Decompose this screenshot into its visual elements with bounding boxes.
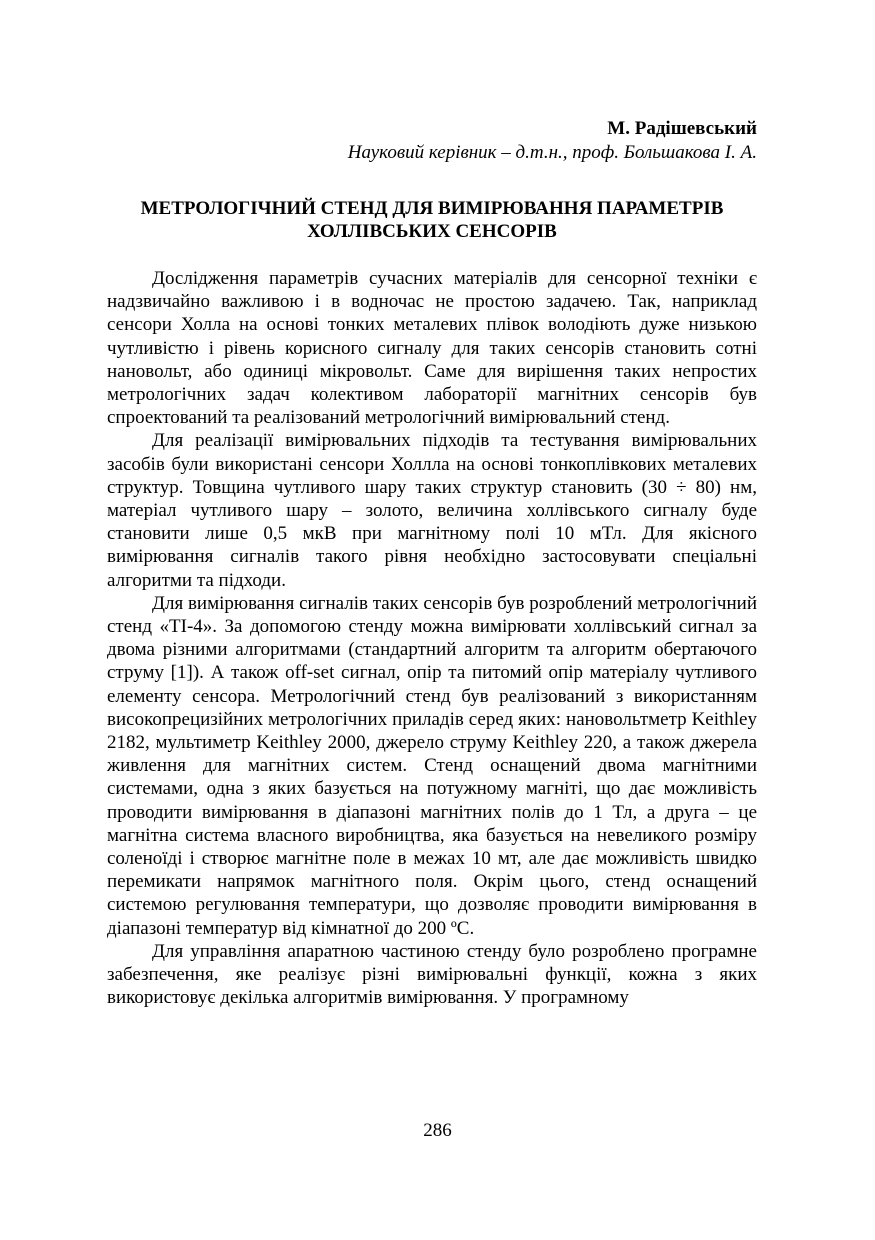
paragraph: Для вимірювання сигналів таких сенсорів був розроблений метрологічний стенд «ТІ-4». За допомогою стенду можна вимірювати холлівський сигнал за двома різними алгоритмами (стандартний алгоритм та алгоритм обертаючого струму [1]). А також off-set сигнал, опір та питомий опір матеріалу чутливого елементу сенсора. Метрологічний стенд був реалізований з використанням високопрецизійних метрологічних приладів серед яких: нановольтметр Keithley 2182, мультиметр Keithley 2000, джерело струму Keithley 220, а також джерела живлення для магнітних систем. Стенд оснащений двома магнітними системами, одна з яких базується на потужному магніті, що дає можливість проводити вимірювання в діапазоні магнітних полів до 1 Тл, а друга – це магнітна система власного виробництва, яка базується на невеликого розміру соленоїді і створює магнітне поле в межах 10 мт, але дає можливість швидко перемикати напрямок магнітного поля. Окрім цього, стенд оснащений системою регулювання температури, що дозволяє проводити вимірювання в діапазоні температур від кімнатної до 200 ºС. xyxy=(107,592,757,939)
paragraph: Дослідження параметрів сучасних матеріалів для сенсорної техніки є надзвичайно важливою і в водночас не простою задачею. Так, наприклад сенсори Холла на основі тонких металевих плівок володіють дуже низькою чутливістю і рівень корисного сигналу для таких сенсорів становить сотні нановольт, або одиниці мікровольт. Саме для вирішення таких непростих метрологічних задач колективом лабораторії магнітних сенсорів був спроектований та реалізований метрологічний вимірювальний стенд. xyxy=(107,268,757,429)
author-name: М. Радішевський xyxy=(607,118,757,139)
article-title xyxy=(107,197,757,243)
paragraph: Для управління апаратною частиною стенду було розроблено програмне забезпечення, яке реалізує різні вимірювальні функції, кожна з яких використовує декілька алгоритмів вимірювання. У програмному xyxy=(107,940,757,1009)
title-line-2: ХОЛЛІВСЬКИХ СЕНСОРІВ xyxy=(307,221,557,242)
supervisor-line: Науковий керівник – д.т.н., проф. Большакова І. А. xyxy=(347,142,757,163)
article-body xyxy=(107,267,757,1010)
paragraph: Для реалізації вимірювальних підходів та тестування вимірювальних засобів були використані сенсори Холлла на основі тонкоплівкових металевих структур. Товщина чутливого шару таких структур становить (30 ÷ 80) нм, матеріал чутливого шару – золото, величина холлівського сигналу буде становити лише 0,5 мкВ при магнітному полі 10 мТл. Для якісного вимірювання сигналів такого рівня необхідно застосовувати спеціальні алгоритми та підходи. xyxy=(107,430,757,591)
page-number: 286 xyxy=(423,1120,452,1141)
title-line-1: МЕТРОЛОГІЧНИЙ СТЕНД ДЛЯ ВИМІРЮВАННЯ ПАРАМЕТРІВ xyxy=(140,198,724,219)
page-content xyxy=(107,117,757,1010)
